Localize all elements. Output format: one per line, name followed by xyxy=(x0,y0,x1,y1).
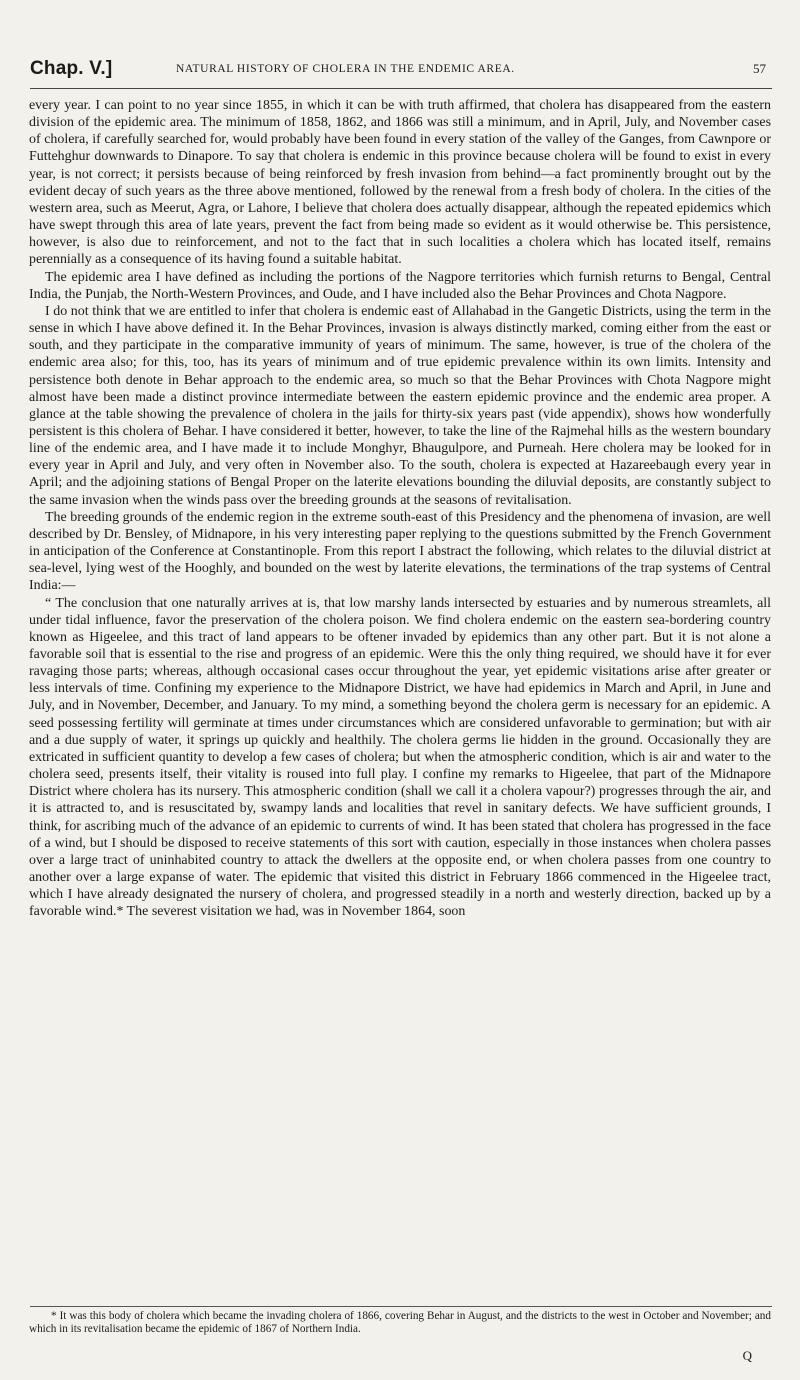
page-number: 57 xyxy=(753,61,766,76)
quoted-paragraph: “ The conclusion that one naturally arrives at is, that low marshy lands intersected by estuaries and by numerous streamlets, all under tidal influence, favor the preservation of the cholera poison. We find cholera endemic on the eastern sea-bordering country known as Higeelee, and this tract of land appears to be oftener invaded by epidemics than any other part. But it is not alone a favorable soil that is essential to the rise and progress of an epidemic. Were this the only thing required, we should have it for ever ravaging those parts; whereas, although occasional cases occur throughout the year, yet epidemic visitations arise after greater or less intervals of time. Confining my experience to the Midnapore District, we have had epidemics in March and April, in June and July, and in November, December, and January. To my mind, a something beyond the cholera germ is necessary for an epidemic. A seed possessing fertility will germinate at times under circumstances which are considered unfavorable to germination; but with air and a due supply of water, it springs up quickly and healthily. The cholera germs lie hidden in the ground. Occasionally they are extricated in sufficient quantity to develop a few cases of cholera; but when the atmospheric condition, which is air and water to the cholera seed, presents itself, their vitality is roused into full play. I confine my remarks to Higeelee, that part of the Midnapore District where cholera has its nursery. This atmospheric condition (shall we call it a cholera vapour?) progresses through the air, and it is attracted to, and is resuscitated by, swampy lands and localities that revel in sanitary defects. We have sufficient grounds, I think, for ascribing much of the advance of an epidemic to currents of wind. It has been stated that cholera has progressed in the face of a wind, but I should be disposed to receive statements of this sort with caution, especially in those instances when cholera passes over a large tract of uninhabited country to attack the dwellers at the opposite end, or when cholera passes from one country to another over a large expanse of water. The epidemic that visited this district in February 1866 commenced in the Higeelee tract, which I have already designated the nursery of cholera, and progressed steadily in a north and westerly direction, backed up by a favorable wind.* The severest visitation we had, was in November 1864, soon xyxy=(29,595,771,920)
page-header xyxy=(30,58,770,82)
running-title: NATURAL HISTORY OF CHOLERA IN THE ENDEMIC AREA. xyxy=(176,63,515,75)
footnote: * It was this body of cholera which became the invading cholera of 1866, covering Behar in August, and the districts to the west in October and November; and which in its revitalisation became the epidemic of 1867 of Northern India. xyxy=(29,1310,771,1336)
signature-mark: Q xyxy=(742,1348,752,1363)
chapter-label: Chap. V.] xyxy=(30,58,113,79)
paragraph: The epidemic area I have defined as including the portions of the Nagpore territories which furnish returns to Bengal, Central India, the Punjab, the North-Western Provinces, and Oude, and I have included also the Behar Provinces and Chota Nagpore. xyxy=(29,269,771,302)
paragraph: The breeding grounds of the endemic region in the extreme south-east of this Presidency and the phenomena of invasion, are well described by Dr. Bensley, of Midnapore, in his very interesting paper replying to the questions submitted by the French Government in anticipation of the Conference at Constantinople. From this report I abstract the following, which relates to the diluvial district at sea-level, lying west of the Hooghly, and bounded on the west by laterite elevations, the terminations of the trap systems of Central India:— xyxy=(29,509,771,594)
paragraph: I do not think that we are entitled to infer that cholera is endemic east of Allahabad in the Gangetic Districts, using the term in the sense in which I have above defined it. In the Behar Provinces, invasion is always distinctly marked, coming either from the east or south, and they participate in the comparative immunity of years of minimum. The same, however, is true of the cholera of the endemic area also; for this, too, has its years of minimum and of true epidemic prevalence within its own limits. Intensity and persistence both denote in Behar approach to the endemic area, so much so that the Behar Provinces with Chota Nagpore might almost have been made a distinct province intermediate between the eastern epidemic province and the endemic area proper. A glance at the table showing the prevalence of cholera in the jails for thirty-six years past (vide appendix), shows how wonderfully persistent is this cholera of Behar. I have considered it better, however, to take the line of the Rajmehal hills as the western boundary line of the endemic area, and I have made it to include Monghyr, Bhaugulpore, and Purneah. Here cholera may be looked for in every year in April and July, and very often in November also. To the south, cholera is expected at Hazareebaugh every year in April; and the adjoining stations of Bengal Proper on the laterite elevations bounding the diluvial deposits, are constantly subject to the same invasion when the winds pass over the breeding grounds at the seasons of revitalisation. xyxy=(29,303,771,508)
body-text xyxy=(29,97,771,921)
paragraph: every year. I can point to no year since 1855, in which it can be with truth affirmed, that cholera has disappeared from the eastern division of the epidemic area. The minimum of 1858, 1862, and 1866 was still a minimum, and in April, July, and November cases of cholera, if carefully searched for, would probably have been found in every station of the valley of the Ganges, from Cawnpore or Futtehghur downwards to Dinapore. To say that cholera is endemic in this province because cholera will be found to exist in every year, is not correct; it persists because of being reinforced by fresh invasion from behind—a fact prominently brought out by the evident decay of such years as the three above mentioned, followed by the renewal from a fresh body of cholera. In the cities of the western area, such as Meerut, Agra, or Lahore, I believe that cholera does actually disappear, although the repeated epidemics which have swept through this area of late years, prevent the fact from being made so evident as it would otherwise be. This persistence, however, is also due to reinforcement, and not to the fact that in such localities a cholera which has located itself, remains perennially as a consequence of its having found a suitable habitat. xyxy=(29,98,771,268)
header-rule xyxy=(30,88,772,89)
footnote-rule xyxy=(30,1306,772,1307)
